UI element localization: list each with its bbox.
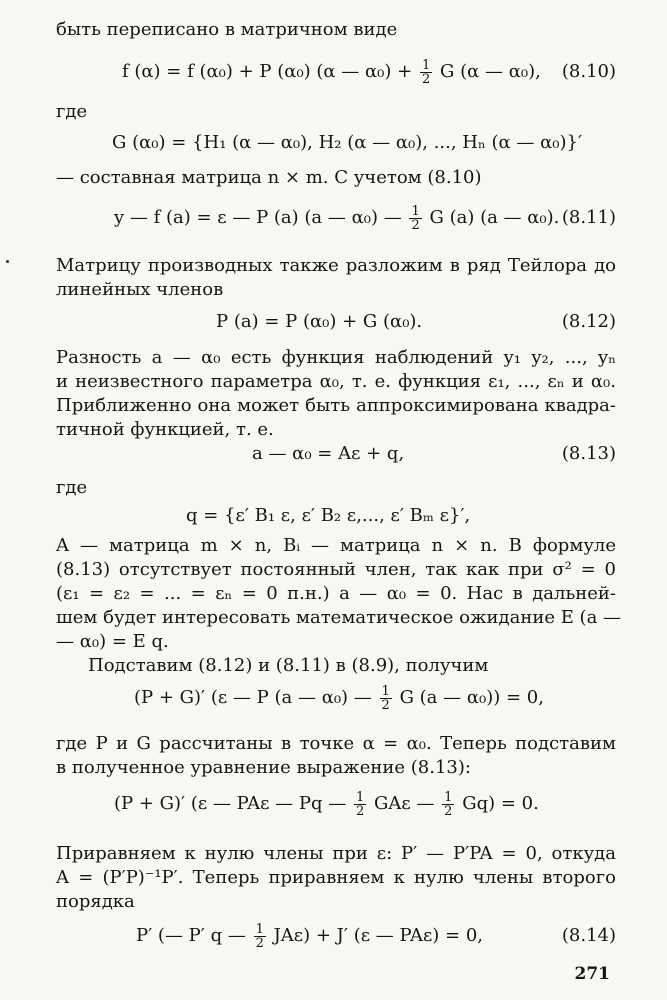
text-line: Разность a — α₀ есть функция наблюдений y₁ y₂, ..., yₙ	[56, 347, 616, 368]
equation-part: y — f (a) = ε — P (a) (a — α₀) —	[114, 207, 402, 228]
text-line: где P и G рассчитаны в точке α = α₀. Теперь подставим	[56, 733, 616, 754]
equation-part: P (a) = P (α₀) + G (α₀).	[216, 311, 423, 332]
text-line: шем будет интересовать математическое ожидание E (a —	[56, 607, 622, 628]
equation-part: G (a) (a — α₀).	[429, 207, 560, 228]
equation-part: Gq) = 0.	[462, 793, 539, 814]
text-line: тичной функцией, т. е.	[56, 419, 274, 440]
equation-part: a — α₀ = Aε + q,	[252, 443, 405, 464]
equation-part: q = {ε′ B₁ ε, ε′ B₂ ε,..., ε′ Bₘ ε}′,	[186, 505, 471, 526]
fraction-half: $\frac{1}{2}$	[381, 683, 390, 713]
scan-speck	[6, 260, 9, 263]
text-line: порядка	[56, 891, 135, 912]
equation-part: G (α₀) = {H₁ (α — α₀), H₂ (α — α₀), ..., Hₙ (α — α₀)}′	[112, 132, 583, 153]
text-line: (8.13) отсутствует постоянный член, так как при σ² = 0	[56, 559, 616, 580]
text-line: A = (P′P)⁻¹P′. Теперь приравняем к нулю члены второго	[56, 867, 616, 888]
equation-part: f (α) = f (α₀) + P (α₀) (α — α₀) +	[122, 61, 413, 82]
equation-substitution	[56, 678, 616, 718]
text-line: — составная матрица n × m. С учетом (8.10)	[56, 167, 482, 188]
equation-expanded	[56, 784, 616, 824]
equation-8-13	[56, 434, 616, 474]
fraction-half: $\frac{1}{2}$	[355, 789, 365, 819]
equation-part: G (α — α₀),	[439, 61, 541, 82]
equation-8-12	[56, 302, 616, 342]
text-line: линейных членов	[56, 279, 224, 300]
equation-8-14	[56, 916, 616, 956]
equation-part: JAε) + J′ (ε — PAε) = 0,	[273, 925, 483, 946]
text-line: где	[56, 477, 88, 498]
equation-q	[56, 496, 616, 536]
text-line: где	[56, 101, 88, 122]
equation-G	[56, 123, 616, 163]
fraction-half: $\frac{1}{2}$	[444, 789, 453, 819]
fraction-half: $\frac{1}{2}$	[255, 921, 264, 951]
fraction-half: $\frac{1}{2}$	[411, 203, 420, 233]
equation-number: (8.13)	[561, 443, 616, 464]
text-line: (ε₁ = ε₂ = ... = εₙ = 0 п.н.) a — α₀ = 0. Нас в дальней-	[56, 583, 616, 604]
equation-part: (P + G)′ (ε — PAε — Pq —	[114, 793, 347, 814]
equation-part: G (a — α₀)) = 0,	[399, 687, 544, 708]
equation-number: (8.10)	[561, 61, 616, 82]
equation-number: (8.11)	[561, 207, 616, 228]
equation-part: P′ (— P′ q —	[136, 925, 246, 946]
text-line: и неизвестного параметра α₀, т. е. функция ε₁, ..., εₙ и α₀.	[56, 371, 616, 392]
equation-8-11	[56, 198, 616, 238]
text-line: в полученное уравнение выражение (8.13):	[56, 757, 471, 778]
equation-number: (8.14)	[561, 925, 616, 946]
equation-8-10	[56, 52, 616, 92]
text-line: Матрицу производных также разложим в ряд Тейлора до	[56, 255, 616, 276]
text-line: Подставим (8.12) и (8.11) в (8.9), получим	[88, 655, 489, 676]
fraction-half: $\frac{1}{2}$	[421, 57, 431, 87]
text-line: Приближенно она может быть аппроксимирована квадра-	[56, 395, 616, 416]
equation-part: GAε —	[374, 793, 435, 814]
text-line: A — матрица m × n, Bᵢ — матрица n × n. В формуле	[56, 535, 616, 556]
page-number: 271	[574, 964, 610, 984]
equation-number: (8.12)	[561, 311, 616, 332]
text-line: Приравняем к нулю члены при ε: P′ — P′PA = 0, откуда	[56, 843, 616, 864]
text-line: — α₀) = E q.	[56, 631, 169, 652]
text-line: быть переписано в матричном виде	[56, 19, 398, 40]
equation-part: (P + G)′ (ε — P (a — α₀) —	[134, 687, 372, 708]
